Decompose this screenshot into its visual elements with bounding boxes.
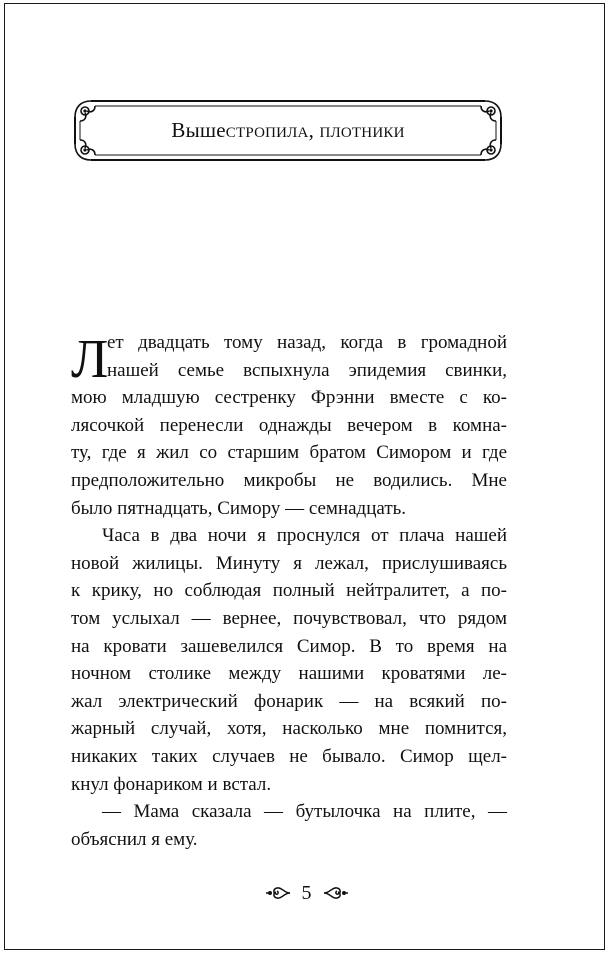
text-line: жарный случай, хотя, насколько мне помнится, <box>71 718 507 740</box>
chapter-title-rest: стропила, плотники <box>225 118 405 142</box>
ornament-left-icon <box>264 884 292 902</box>
chapter-title-first: Выше <box>171 118 226 142</box>
text-line: было пятнадцать, Симору — семнадцать. <box>71 497 407 519</box>
text-line: на кровати зашевелился Симор. В то время на <box>71 635 507 657</box>
page-number: 5 <box>301 881 312 904</box>
chapter-title-frame <box>73 99 503 162</box>
text-line: мою младшую сестренку Фрэнни вместе с ко- <box>71 387 507 409</box>
text-line: к крику, но соблюдая полный нейтралитет, а по- <box>71 580 507 602</box>
chapter-text <box>71 329 507 853</box>
text-line: ет двадцать тому назад, когда в громадной <box>107 332 507 353</box>
text-line: предположительно микробы не водились. Мне <box>71 469 507 491</box>
text-line: жал электрический фонарик — на всякий по- <box>71 690 507 712</box>
chapter-title <box>73 99 503 162</box>
text-line: объяснил я ему. <box>71 828 198 850</box>
text-line: новой жилицы. Минуту я лежал, прислушиваясь <box>71 552 507 574</box>
text-line: Часа в два ночи я проснулся от плача нашей <box>102 525 507 547</box>
drop-cap: Л <box>71 328 109 389</box>
text-line: кнул фонариком и встал. <box>71 773 272 795</box>
text-line: никаких таких случаев не бывало. Симор щел- <box>71 745 507 767</box>
text-line: лясочкой перенесли однажды вечером в комна- <box>71 414 507 436</box>
text-line: том услыхал — вернее, почувствовал, что рядом <box>71 607 507 629</box>
text-line: ту, где я жил со старшим братом Симором и где <box>71 442 507 464</box>
text-line: — Мама сказала — бутылочка на плите, — <box>102 801 507 823</box>
ornament-right-icon <box>322 884 350 902</box>
text-line: нашей семье вспыхнула эпидемия свинки, <box>107 359 507 381</box>
book-page <box>4 3 605 950</box>
text-line: ночном столике между нашими кроватями ле- <box>71 663 507 685</box>
page-footer <box>5 876 608 910</box>
